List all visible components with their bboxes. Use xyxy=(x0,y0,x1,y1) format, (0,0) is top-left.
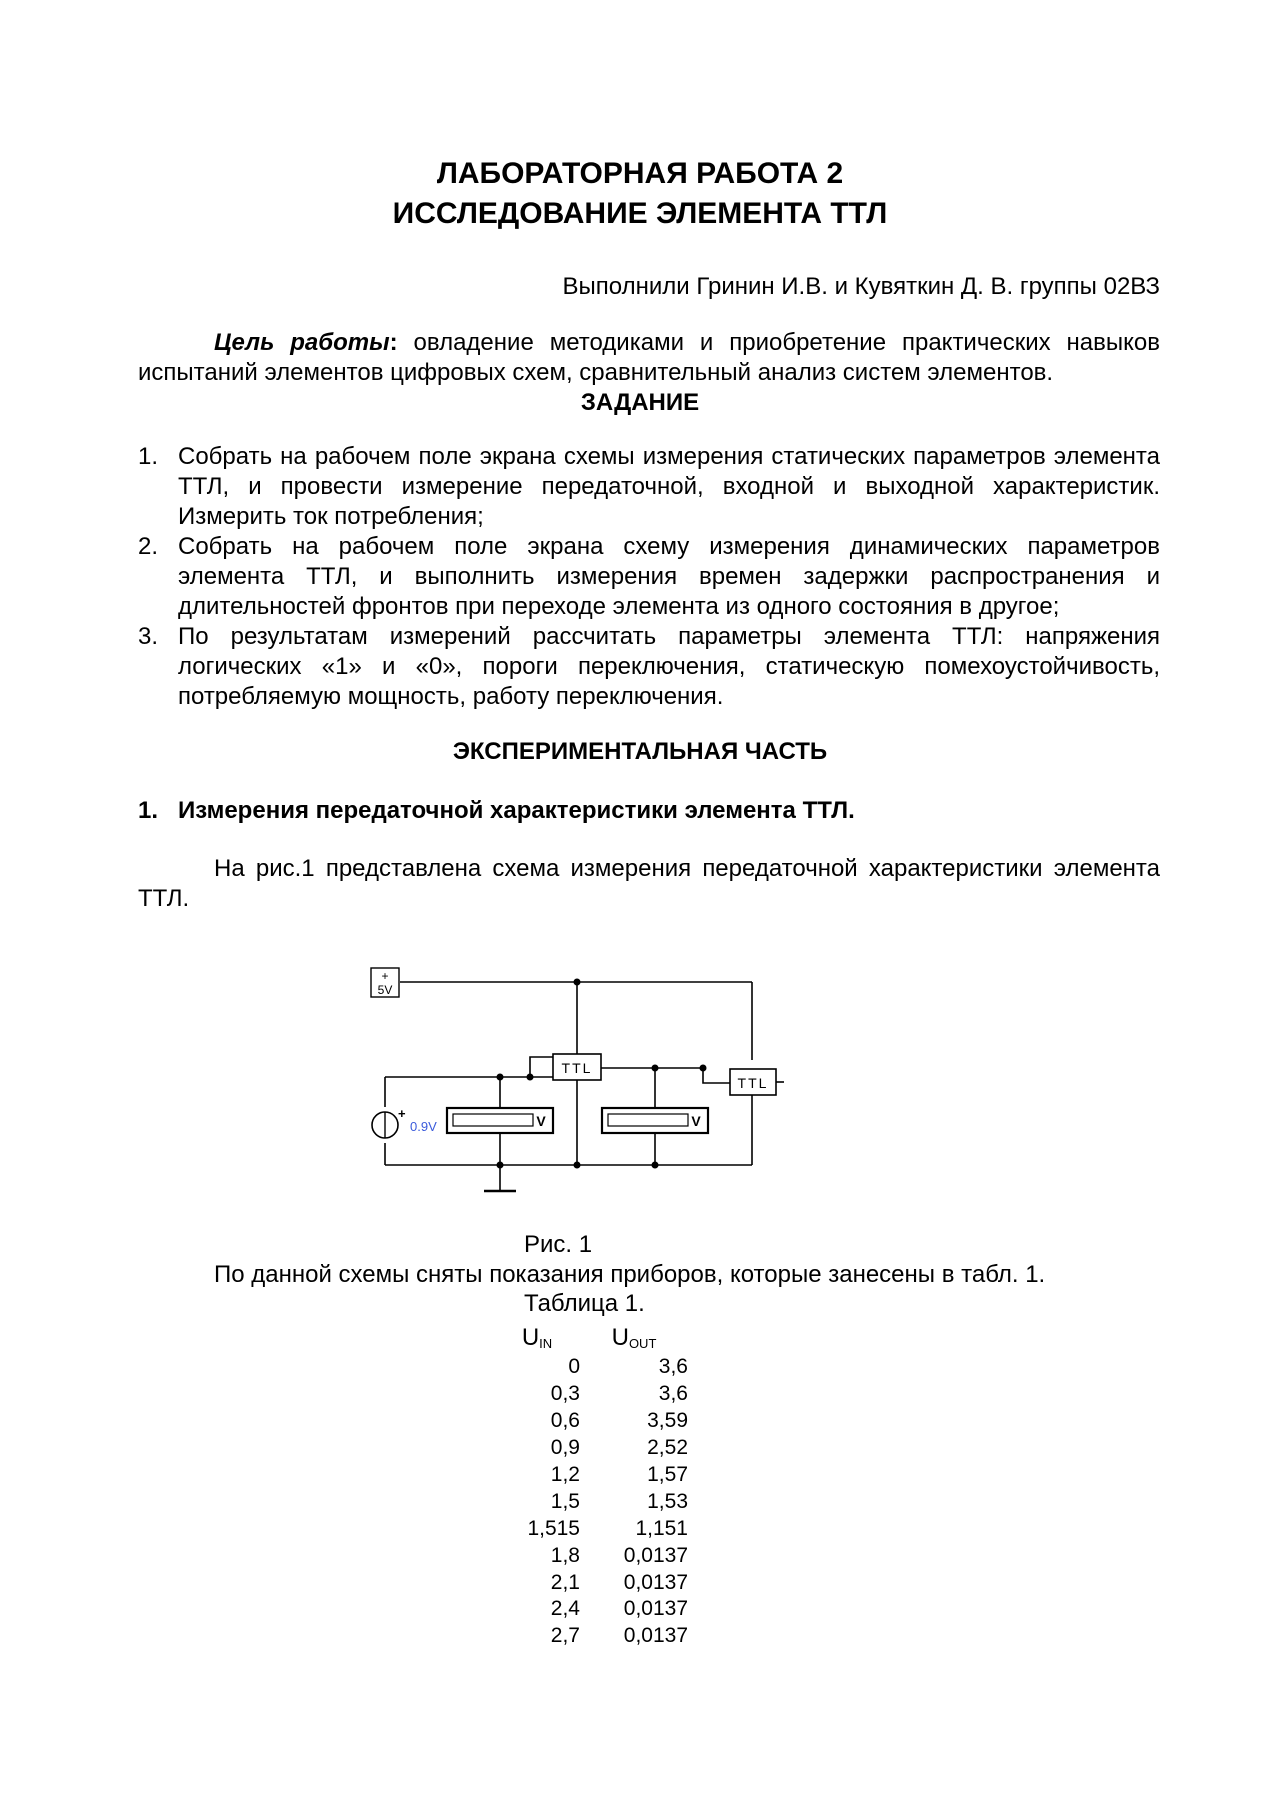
table-row xyxy=(494,1596,688,1623)
table-row xyxy=(494,1569,688,1596)
section-1-title: Измерения передаточной характеристики элемента ТТЛ. xyxy=(178,797,855,824)
experimental-heading: ЭКСПЕРИМЕНТАЛЬНАЯ ЧАСТЬ xyxy=(452,738,828,765)
task-number: 3. xyxy=(138,623,159,650)
u-in-cell: 0,9 xyxy=(550,1436,580,1460)
header-u-in: $U_{IN}$ xyxy=(521,1324,553,1351)
task-text: Собрать на рабочем поле экрана схему измерения динамических параметров элемента ТТЛ, и выполнить измерения времен задержки распространения и длительностей фронтов при переходе элемента из одного состояния в другое; xyxy=(178,533,1160,620)
task-heading: ЗАДАНИЕ xyxy=(580,389,700,416)
task-item xyxy=(138,622,1160,712)
u-out-cell: 0,0137 xyxy=(623,1543,688,1567)
u-in-cell: 0,3 xyxy=(550,1382,580,1406)
u-in-cell: 2,7 xyxy=(550,1624,580,1648)
ttl-gate-1-label: TTL xyxy=(561,1060,593,1076)
supply-plus-label: + xyxy=(381,969,389,983)
u-out-cell: 1,57 xyxy=(647,1463,688,1486)
u-out-cell: 0,0137 xyxy=(623,1597,688,1621)
u-in-cell: 1,8 xyxy=(550,1543,580,1567)
table-caption: Таблица 1. xyxy=(524,1290,645,1317)
supply-voltage-label: 5V xyxy=(377,983,393,997)
table-row xyxy=(494,1542,688,1569)
header-u-out: $U_{OUT}$ xyxy=(611,1324,657,1351)
title-line-2: ИССЛЕДОВАНИЕ ЭЛЕМЕНТА ТТЛ xyxy=(392,197,888,230)
table-row xyxy=(494,1381,688,1408)
table-row xyxy=(494,1354,688,1381)
goal-paragraph xyxy=(138,328,1160,388)
u-out-cell: 3,59 xyxy=(647,1409,688,1433)
u-out-cell: 0,0137 xyxy=(623,1624,688,1648)
u-in-cell: 1,5 xyxy=(550,1489,580,1513)
table-row xyxy=(494,1408,688,1435)
table-row xyxy=(494,1462,688,1489)
voltmeter-2-unit: V xyxy=(691,1113,701,1129)
goal-colon: : xyxy=(389,329,398,356)
figure-caption: Рис. 1 xyxy=(524,1231,593,1258)
circuit-wires xyxy=(385,982,784,1191)
u-out-cell: 0,0137 xyxy=(623,1570,688,1594)
task-text: По результатам измерений рассчитать параметры элемента ТТЛ: напряжения логических «1» и «0», пороги переключения, статическую помехоустойчивость, потребляемую мощность, работу переключения. xyxy=(178,623,1160,710)
u-in-cell: 0 xyxy=(568,1355,580,1379)
u-out-cell: 1,53 xyxy=(647,1489,688,1513)
u-in-cell: 2,1 xyxy=(550,1570,580,1594)
source-plus-label: + xyxy=(398,1106,406,1121)
u-out-cell: 2,52 xyxy=(647,1436,688,1460)
goal-label: Цель работы xyxy=(214,329,390,356)
u-in-cell: 0,6 xyxy=(550,1409,580,1433)
u-out-cell: 3,6 xyxy=(658,1382,688,1406)
section-1-number: 1. xyxy=(138,797,159,824)
u-out-cell: 1,151 xyxy=(635,1516,688,1540)
table-row xyxy=(494,1623,688,1650)
task-item xyxy=(138,532,1160,622)
table-intro: По данной схемы сняты показания приборов, которые занесены в табл. 1. xyxy=(214,1261,1046,1288)
ttl-gate-2-label: TTL xyxy=(737,1075,769,1091)
task-item xyxy=(138,442,1160,532)
table-row xyxy=(494,1515,688,1542)
table-row xyxy=(494,1435,688,1462)
title-line-1: ЛАБОРАТОРНАЯ РАБОТА 2 xyxy=(436,157,844,190)
voltmeter-1-unit: V xyxy=(536,1113,546,1129)
source-value-label: 0.9V xyxy=(410,1119,437,1134)
goal-text: овладение методиками и приобретение практических навыков испытаний элементов цифровых схем, сравнительный анализ систем элементов. xyxy=(138,329,1160,386)
measurement-table xyxy=(494,1322,688,1650)
section-1-heading xyxy=(138,796,855,826)
u-in-cell: 1,2 xyxy=(550,1463,580,1486)
u-out-cell: 3,6 xyxy=(658,1355,688,1379)
u-in-cell: 2,4 xyxy=(550,1597,580,1621)
task-number: 2. xyxy=(138,533,159,560)
authors-line: Выполнили Гринин И.В. и Кувяткин Д. В. группы 02ВЗ xyxy=(562,273,1160,300)
intro-paragraph: На рис.1 представлена схема измерения передаточной характеристики элемента ТТЛ. xyxy=(138,855,1160,912)
circuit-schematic xyxy=(360,960,790,1210)
task-text: Собрать на рабочем поле экрана схемы измерения статических параметров элемента ТТЛ, и провести измерение передаточной, входной и выходной характеристик. Измерить ток потребления; xyxy=(178,443,1160,530)
task-number: 1. xyxy=(138,443,159,470)
task-list xyxy=(138,442,1160,712)
table-row xyxy=(494,1488,688,1515)
table-header-row xyxy=(494,1322,688,1354)
u-in-cell: 1,515 xyxy=(527,1516,580,1540)
